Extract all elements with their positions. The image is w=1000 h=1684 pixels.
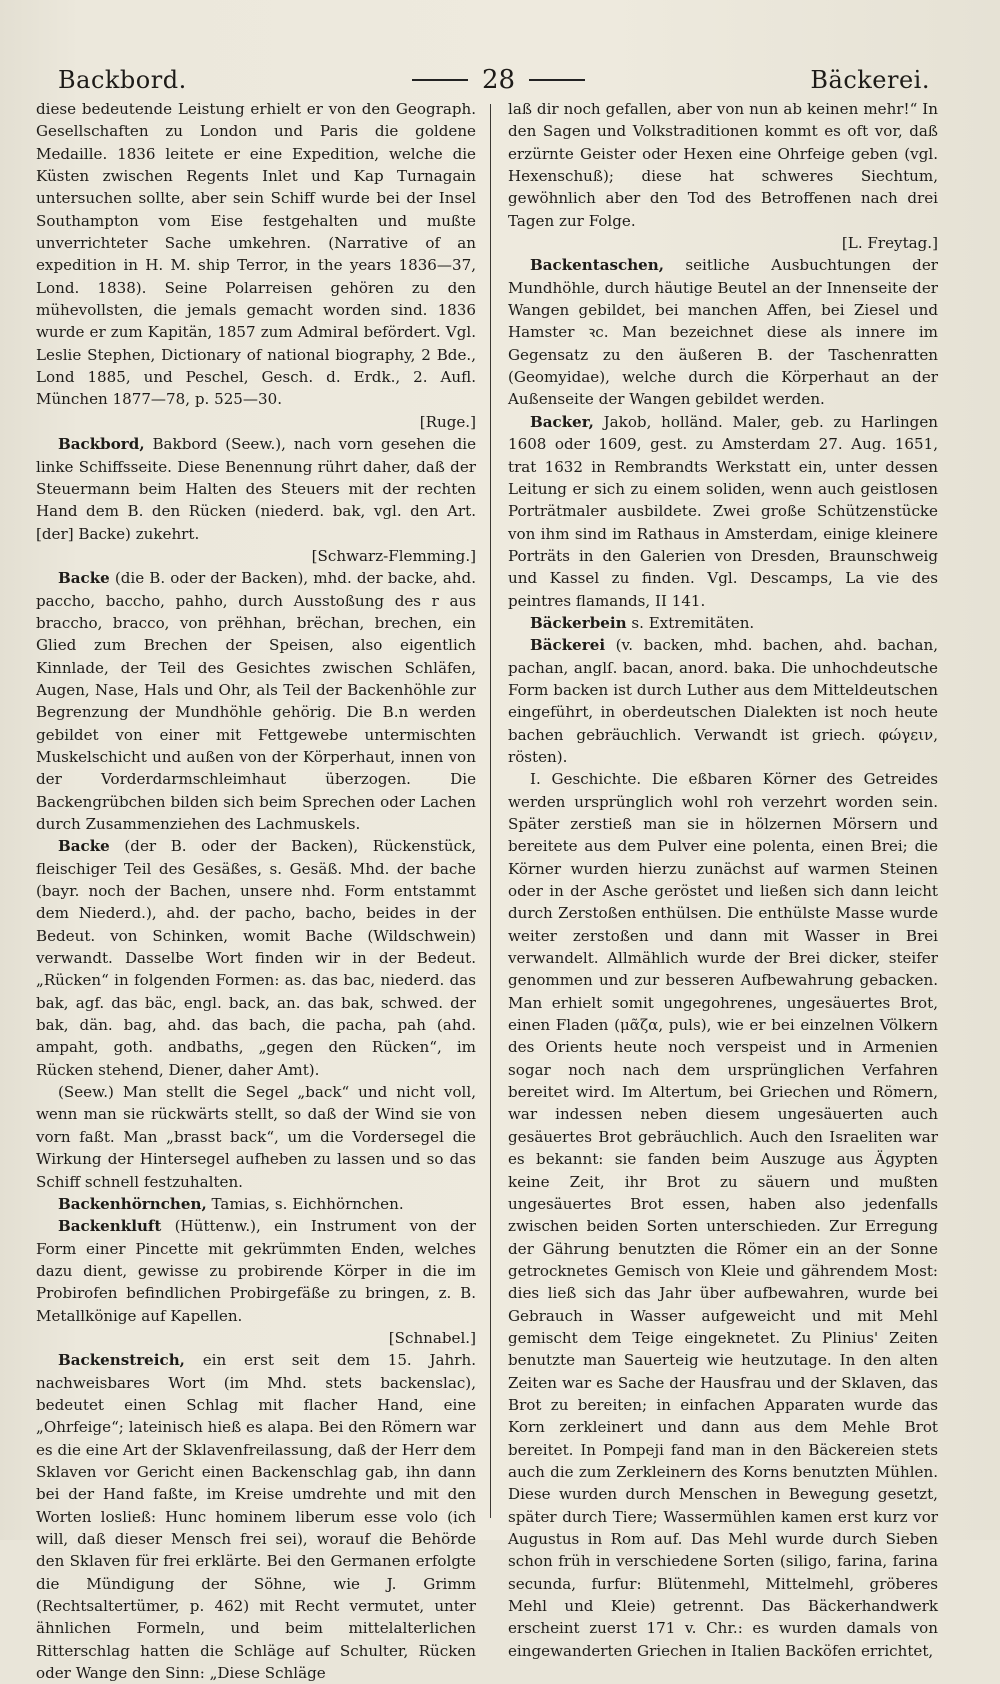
author-signature: [L. Freytag.] [841, 234, 938, 253]
text-paragraph [508, 768, 938, 1662]
header-right-catchword: Bäckerei. [810, 66, 930, 94]
entry-lemma: Backenkluft [58, 1217, 162, 1236]
entry-text: diese bedeutende Leistung erhielt er von den Geograph. Gesellschaften zu London und Paris die goldene Medaille. 1836 leitete er eine Expedition, welche die Küsten zwischen Regents Inlet und Kap Turnagain untersuchen sollte, aber sein Schiff wurde bei der Insel Southampton vom Eise festgehalten und mußte unverrichteter Sache umkehren. (Narrative of an expedition in H. M. ship Terror, in the years 1836—37, Lond. 1838). Seine Polarreisen gehören zu den mühevollsten, die jemals gemacht worden sind. 1836 wurde er zum Kapitän, 1857 zum Admiral befördert. Vgl. Leslie Stephen, Dictionary of national biography, 2 Bde., Lond 1885, und Peschel, Gesch. d. Erdk., 2. Aufl. München 1877—78, p. 525—30. [36, 100, 476, 409]
left-column [36, 98, 476, 1683]
dictionary-entry [36, 1349, 476, 1684]
author-signature: [Ruge.] [419, 412, 476, 431]
text-paragraph [36, 1081, 476, 1193]
entry-lemma: Backentaschen, [530, 256, 665, 275]
entry-text: (die B. oder der Backen), mhd. der backe, ahd. paccho, baccho, pahho, durch Ausstoßung des r aus braccho, bracco, von prëhhan, brëchan, brechen, ein Glied zum Brechen der Speisen, also eigentlich Kinnlade, der Teil des Gesichtes zwischen Schläfen, Augen, Nase, Hals und Ohr, als Teil der Backenhöhle zur Begrenzung der Mundhöhle gehörig. Die B.n werden gebildet von einer mit Fettgewebe untermischten Muskelschicht und außen von der Körperhaut, innen von der Vorderdarmschleimhaut überzogen. Die Backengrübchen bilden sich beim Sprechen oder Lachen durch Zusammenziehen des Lachmuskels. [36, 569, 476, 833]
dictionary-entry [508, 254, 938, 410]
page-number-group [412, 65, 585, 95]
entry-text: s. Extremitäten. [626, 613, 755, 632]
column-divider [490, 104, 491, 1518]
author-signature: [Schwarz-Flemming.] [311, 546, 476, 565]
page-number: 28 [482, 65, 516, 95]
entry-lemma: Backe [58, 837, 110, 856]
header-left-catchword: Backbord. [58, 66, 187, 94]
entry-text: (Seew.) Man stellt die Segel „back“ und nicht voll, wenn man sie rückwärts stellt, so daß der Wind sie von vorn faßt. Man „brasst back“, um die Vordersegel die Wirkung der Hintersegel aufheben zu lassen und so das Schiff schnell festzuhalten. [36, 1083, 476, 1191]
entry-text: (v. backen, mhd. bachen, ahd. bachan, pachan, anglſ. bacan, anord. baka. Die unhochdeutsche Form backen ist durch Luther aus dem Mitteldeutschen eingeführt, in oberdeutschen Dialekten ist noch heute bachen gebräuchlich. Verwandt ist griech. φώγειν, rösten). [508, 636, 938, 766]
text-paragraph [36, 98, 476, 433]
entry-text: I. Geschichte. Die eßbaren Körner des Getreides werden ursprünglich wohl roh verzehrt worden sein. Später zerstieß man sie in hölzernen Mörsern und bereitete aus dem Pulver eine polenta, einen Brei; die Körner wurden hierzu zunächst auf warmen Steinen oder in der Asche geröstet und ließen sich dann leicht durch Zerstoßen enthülsen. Die enthülste Masse wurde weiter zerstoßen und dann mit Wasser in Brei verwandelt. Allmählich wurde der Brei dicker, steifer genommen und zur besseren Aufbewahrung gebacken. Man erhielt somit ungegohrenes, ungesäuertes Brot, einen Fladen (μᾶζα, puls), wie er bei einzelnen Völkern des Orients heute noch verspeist und in Armenien sogar noch nach dem ursprünglichen Verfahren bereitet wird. Im Altertum, bei Griechen und Römern, war indessen neben diesem ungesäuerten auch gesäuertes Brot gebräuchlich. Auch den Israeliten war es bekannt: sie fanden beim Auszuge aus Ägypten keine Zeit, ihr Brot zu säuern und mußten ungesäuertes Brot essen, haben also jedenfalls zwischen beiden Sorten unterschieden. Zur Erregung der Gährung benutzten die Römer ein an der Sonne getrocknetes Gemisch von Kleie und gährendem Most: dies ließ sich das Jahr über aufbewahren, wurde bei Gebrauch in Wasser aufgeweicht und mit Mehl gemischt dem Teige eingeknetet. Zu Plinius' Zeiten benutzte man Sauerteig wie heutzutage. In den alten Zeiten war es Sache der Hausfrau und der Sklaven, das Brot zu bereiten; in einfachen Apparaten wurde das Korn zerkleinert und dann aus dem Mehle Brot bereitet. In Pompeji fand man in den Bäckereien stets auch die zum Zerkleinern des Korns benutzten Mühlen. Diese wurden durch Menschen in Bewegung gesetzt, später durch Tiere; Wassermühlen kamen erst kurz vor Augustus in Rom auf. Das Mehl wurde durch Sieben schon früh in verschiedene Sorten (siligo, farina, farina secunda, furfur: Blütenmehl, Mittelmehl, gröberes Mehl und Kleie) getrennt. Das Bäckerhandwerk erscheint zuerst 171 v. Chr.: es wurden damals von eingewanderten Griechen in Italien Backöfen errichtet, [508, 770, 938, 1660]
dictionary-entry [508, 634, 938, 768]
right-column [508, 98, 938, 1660]
dictionary-entry [36, 433, 476, 567]
page-header [58, 60, 930, 100]
dictionary-entry [36, 1193, 476, 1215]
entry-text: Bakbord (Seew.), nach vorn gesehen die linke Schiffsseite. Diese Benennung rührt daher, daß der Steuermann beim Halten des Steuers mit der rechten Hand dem B. den Rücken (niederd. bak, vgl. den Art. [der] Backe) zukehrt. [36, 435, 476, 543]
entry-text: laß dir noch gefallen, aber von nun ab keinen mehr!“ In den Sagen und Volkstraditionen kommt es oft vor, daß erzürnte Geister oder Hexen eine Ohrfeige geben (vgl. Hexenschuß); diese hat schweres Siechtum, gewöhnlich aber den Tod des Betroffenen nach drei Tagen zur Folge. [508, 100, 938, 230]
entry-text: (Hüttenw.), ein Instrument von der Form einer Pincette mit gekrümmten Enden, welches dazu dient, gewisse zu probirende Körper in die im Probirofen befindlichen Probirgefäße zu bringen, z. B. Metallkönige auf Kapellen. [36, 1217, 476, 1325]
dictionary-entry [36, 835, 476, 1081]
entry-text: Tamias, s. Eichhörnchen. [206, 1194, 404, 1213]
entry-text: Jakob, holländ. Maler, geb. zu Harlingen 1608 oder 1609, gest. zu Amsterdam 27. Aug. 1651, trat 1632 in Rembrandts Werkstatt ein, unter dessen Leitung er sich zu einem soliden, wenn auch geistlosen Porträtmaler ausbildete. Zwei große Schützenstücke von ihm sind im Rathaus in Amsterdam, einige kleinere Porträts in den Galerien von Dresden, Braunschweig und Kassel zu finden. Vgl. Descamps, La vie des peintres flamands, II 141. [508, 412, 938, 610]
header-dash-left [412, 79, 468, 81]
dictionary-entry [508, 411, 938, 612]
entry-lemma: Backer, [530, 412, 594, 431]
entry-text: seitliche Ausbuchtungen der Mundhöhle, durch häutige Beutel an der Innenseite der Wangen gebildet, bei manchen Affen, bei Ziesel und Hamster ꝛc. Man bezeichnet diese als innere im Gegensatz zu den äußeren B. der Taschenratten (Geomyidae), welche durch die Körperhaut an der Außenseite der Wangen gebildet werden. [508, 256, 938, 409]
entry-text: ein erst seit dem 15. Jahrh. nachweisbares Wort (im Mhd. stets backenslac), bedeutet einen Schlag mit flacher Hand, eine „Ohrfeige“; lateinisch hieß es alapa. Bei den Römern war es die eine Art der Sklavenfreilassung, daß der Herr dem Sklaven vor Gericht einen Backenschlag gab, ihn dann bei der Hand faßte, im Kreise umdrehte und mit den Worten losließ: Hunc hominem liberum esse volo (ich will, daß dieser Mensch frei sei), worauf die Behörde den Sklaven für frei erklärte. Bei den Germanen erfolgte die Mündigung der Söhne, wie J. Grimm (Rechtsaltertümer, p. 462) mit Recht vermutet, unter ähnlichen Formeln, und beim mittelalterlichen Ritterschlag hatten die Schläge auf Schulter, Rücken oder Wange den Sinn: „Diese Schläge [36, 1351, 476, 1683]
entry-lemma: Backbord, [58, 435, 145, 454]
entry-lemma: Bäckerbein [530, 613, 627, 632]
dictionary-entry [36, 1215, 476, 1349]
dictionary-entry [508, 612, 938, 634]
text-paragraph [508, 98, 938, 254]
author-signature: [Schnabel.] [388, 1328, 476, 1347]
entry-text: (der B. oder der Backen), Rückenstück, fleischiger Teil des Gesäßes, s. Gesäß. Mhd. der bache (bayr. noch der Bachen, unsere nhd. Form entstammt dem Niederd.), ahd. der pacho, bacho, beides in der Bedeut. von Schinken, womit Bache (Wildschwein) verwandt. Dasselbe Wort finden wir in der Bedeut. „Rücken“ in folgenden Formen: as. das bac, niederd. das bak, agf. das bäc, engl. back, an. das bak, schwed. der bak, dän. bag, ahd. das bach, die pacha, pah (ahd. ampaht, goth. andbaths, „gegen den Rücken“, im Rücken stehend, Diener, daher Amt). [36, 837, 476, 1079]
entry-lemma: Backenhörnchen, [58, 1194, 207, 1213]
header-dash-right [529, 79, 585, 81]
dictionary-entry [36, 567, 476, 835]
entry-lemma: Backenstreich, [58, 1351, 185, 1370]
entry-lemma: Bäckerei [530, 636, 606, 655]
entry-lemma: Backe [58, 569, 110, 588]
